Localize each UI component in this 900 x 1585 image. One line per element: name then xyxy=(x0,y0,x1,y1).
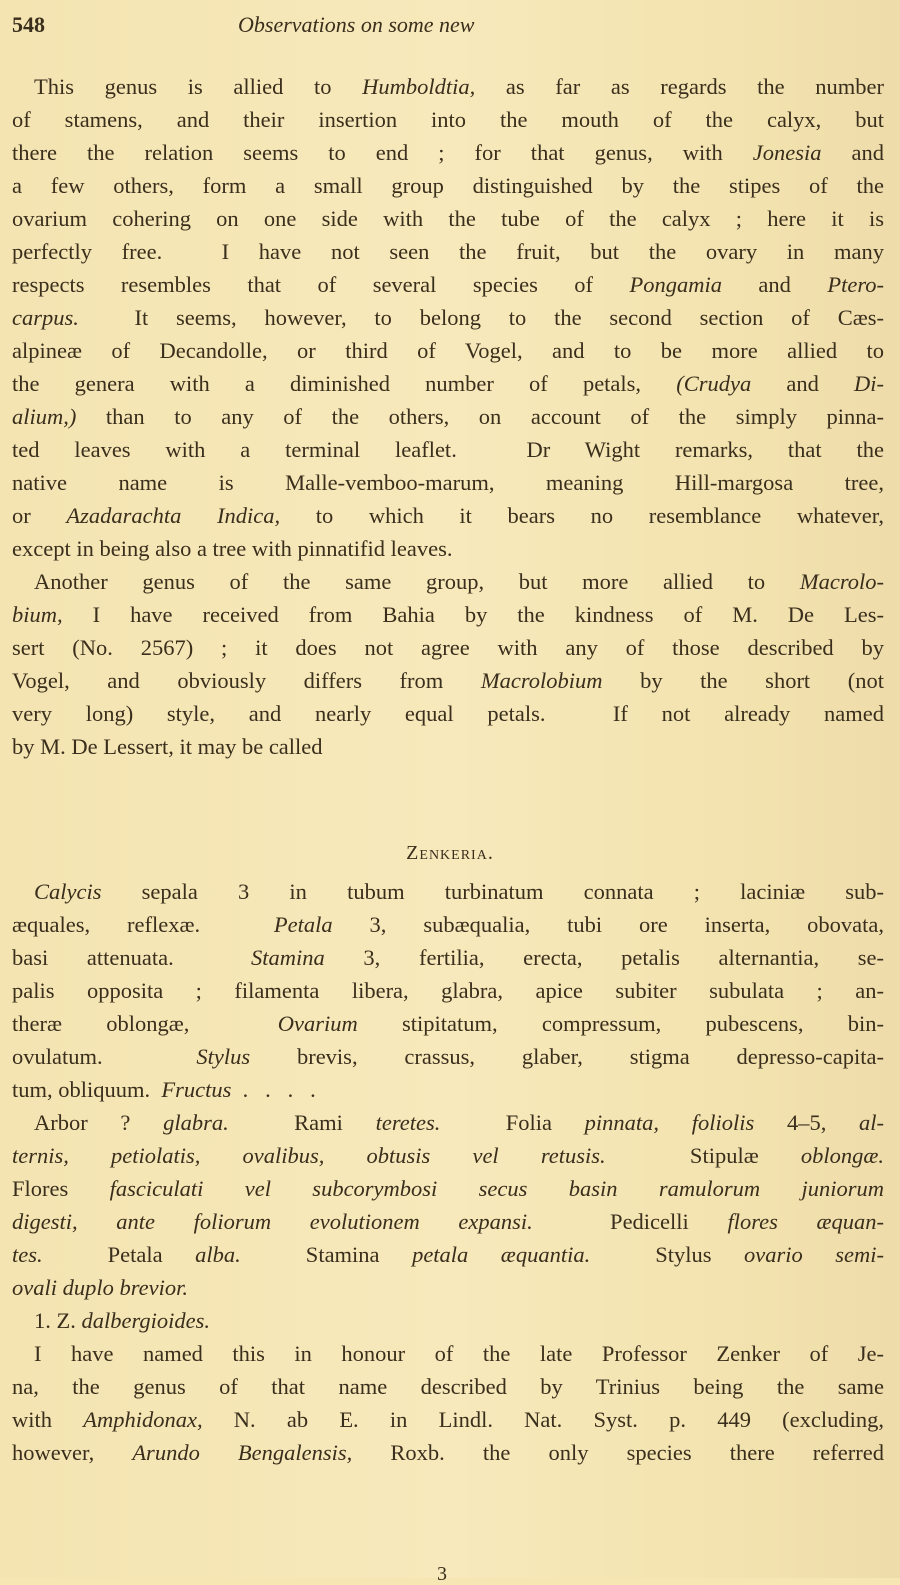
text-run: brevis, crassus, glaber, stigma depresso-capita- xyxy=(250,1044,884,1069)
italic-text-run: Ptero- xyxy=(827,272,884,297)
text-run: there the relation seems to end ; for that genus, with xyxy=(12,140,753,165)
text-run: sert (No. 2567) ; it does not agree with any of those described by xyxy=(12,635,884,660)
text-line xyxy=(12,1403,884,1436)
italic-text-run: fasciculati vel subcorymbosi secus basin ramulorum juniorum xyxy=(109,1176,885,1201)
text-line xyxy=(12,1172,884,1205)
text-line xyxy=(12,136,884,169)
text-run: basi attenuata. xyxy=(12,945,252,970)
text-run: Roxb. the only species there referred xyxy=(352,1440,884,1465)
text-run: Stipulæ xyxy=(605,1143,801,1168)
text-run: Arbor ? xyxy=(34,1110,164,1135)
text-run: the genera with a diminished number of petals, xyxy=(12,371,677,396)
text-line xyxy=(12,1139,884,1172)
text-run: Pedicelli xyxy=(532,1209,728,1234)
text-line xyxy=(12,1271,884,1304)
italic-text-run: ternis, petiolatis, ovalibus, obtusis vel retusis. xyxy=(12,1143,606,1168)
italic-text-run: Calycis xyxy=(34,879,102,904)
text-line xyxy=(34,565,884,598)
text-line xyxy=(34,1337,884,1370)
italic-text-run: Stamina xyxy=(251,945,325,970)
text-run: ovulatum. xyxy=(12,1044,197,1069)
text-run: N. ab E. in Lindl. Nat. Syst. p. 449 (excluding, xyxy=(202,1407,884,1432)
italic-text-run: Stylus xyxy=(196,1044,251,1069)
text-line xyxy=(12,367,884,400)
text-line xyxy=(12,169,884,202)
text-run: I have received from Bahia by the kindness of M. De Les- xyxy=(62,602,884,627)
text-run: respects resembles that of several species of xyxy=(12,272,630,297)
text-line xyxy=(12,1007,884,1040)
italic-text-run: teretes. xyxy=(375,1110,441,1135)
text-line xyxy=(12,235,884,268)
italic-text-run: alium,) xyxy=(12,404,77,429)
italic-text-run: Pongamia xyxy=(629,272,722,297)
text-line xyxy=(12,532,884,565)
text-run: palis opposita ; filamenta libera, glabra, apice subiter subulata ; an- xyxy=(12,978,884,1003)
text-run: a few others, form a small group distinguished by the stipes of the xyxy=(12,173,884,198)
page-number: 548 xyxy=(12,12,45,37)
text-line xyxy=(12,1040,884,1073)
text-run: than to any of the others, on account of the simply pinna- xyxy=(76,404,884,429)
text-run: . . . . xyxy=(231,1077,316,1102)
text-run: Stylus xyxy=(590,1242,745,1267)
italic-text-run: flores æquan- xyxy=(727,1209,884,1234)
text-line xyxy=(34,1106,884,1139)
text-run: Another genus of the same group, but more allied to xyxy=(34,569,800,594)
text-run: 3, subæqualia, tubi ore inserta, obovata, xyxy=(332,912,884,937)
text-run: 4–5, xyxy=(754,1110,860,1135)
text-run: tum, obliquum. xyxy=(12,1077,162,1102)
text-line xyxy=(12,334,884,367)
text-run: Folia xyxy=(440,1110,585,1135)
text-line xyxy=(12,301,884,334)
text-run: Petala xyxy=(42,1242,196,1267)
italic-text-run: bium, xyxy=(12,602,63,627)
text-run: native name is Malle-vemboo-marum, meaning Hill-margosa tree, xyxy=(12,470,884,495)
text-line xyxy=(12,664,884,697)
text-line xyxy=(12,202,884,235)
text-run: with xyxy=(12,1407,84,1432)
text-run: Flores xyxy=(12,1176,110,1201)
text-line xyxy=(12,1073,884,1106)
text-line xyxy=(34,1304,884,1337)
text-line xyxy=(12,631,884,664)
italic-text-run: Macrolo- xyxy=(799,569,884,594)
text-run: by M. De Lessert, it may be called xyxy=(12,734,323,759)
italic-text-run: Humboldtia, xyxy=(362,74,476,99)
text-line xyxy=(12,268,884,301)
text-run: and xyxy=(721,272,828,297)
text-run: æquales, reflexæ. xyxy=(12,912,274,937)
text-line xyxy=(12,730,884,763)
italic-text-run: Di- xyxy=(854,371,884,396)
running-title: Observations on some new xyxy=(238,12,475,37)
italic-text-run: Arundo Bengalensis, xyxy=(132,1440,353,1465)
text-run: This genus is allied to xyxy=(34,74,363,99)
text-run: Vogel, and obviously differs from xyxy=(12,668,481,693)
italic-text-run: digesti, ante foliorum evolutionem expansi. xyxy=(12,1209,533,1234)
text-line xyxy=(12,1205,884,1238)
text-run: except in being also a tree with pinnatifid leaves. xyxy=(12,536,453,561)
text-run: however, xyxy=(12,1440,133,1465)
text-run: perfectly free. I have not seen the fruit, but the ovary in many xyxy=(12,239,884,264)
text-run: as far as regards the number xyxy=(475,74,884,99)
italic-text-run: Ovarium xyxy=(277,1011,358,1036)
italic-text-run: tes. xyxy=(12,1242,43,1267)
text-run: It seems, however, to belong to the second section of Cæs- xyxy=(78,305,884,330)
italic-text-run: al- xyxy=(859,1110,885,1135)
text-run: of stamens, and their insertion into the mouth of the calyx, but xyxy=(12,107,884,132)
text-run: to which it bears no resemblance whatever, xyxy=(280,503,884,528)
text-line xyxy=(12,466,884,499)
signature-mark: 3 xyxy=(437,1563,447,1585)
text-run: na, the genus of that name described by Trinius being the same xyxy=(12,1374,884,1399)
italic-text-run: glabra. xyxy=(163,1110,229,1135)
text-run: theræ oblongæ, xyxy=(12,1011,278,1036)
italic-text-run: dalbergioides. xyxy=(81,1308,211,1333)
italic-text-run: Fructus xyxy=(161,1077,232,1102)
italic-text-run: Jonesia xyxy=(752,140,822,165)
genus-heading: Zenkeria. xyxy=(406,842,494,864)
text-run: ted leaves with a terminal leaflet. Dr Wight remarks, that the xyxy=(12,437,884,462)
text-run: Stamina xyxy=(240,1242,413,1267)
text-line xyxy=(12,103,884,136)
text-line xyxy=(12,941,884,974)
italic-text-run: Macrolobium xyxy=(480,668,603,693)
text-run: and xyxy=(821,140,884,165)
italic-text-run: oblongæ. xyxy=(800,1143,884,1168)
italic-text-run: carpus. xyxy=(12,305,79,330)
text-run: or xyxy=(12,503,67,528)
italic-text-run: alba. xyxy=(195,1242,241,1267)
italic-text-run: pinnata, foliolis xyxy=(584,1110,755,1135)
text-line xyxy=(12,1238,884,1271)
text-line xyxy=(12,1370,884,1403)
text-run: I have named this in honour of the late Professor Zenker of Je- xyxy=(34,1341,884,1366)
text-run: Rami xyxy=(228,1110,376,1135)
italic-text-run: Petala xyxy=(273,912,333,937)
text-run: sepala 3 in tubum turbinatum connata ; laciniæ sub- xyxy=(101,879,884,904)
text-line xyxy=(12,400,884,433)
text-line xyxy=(12,697,884,730)
italic-text-run: Azadarachta Indica, xyxy=(66,503,281,528)
italic-text-run: (Crudya xyxy=(676,371,752,396)
text-line xyxy=(12,433,884,466)
text-run: by the short (not xyxy=(602,668,884,693)
italic-text-run: ovario semi- xyxy=(744,1242,885,1267)
text-run: stipitatum, compressum, pubescens, bin- xyxy=(357,1011,885,1036)
italic-text-run: Amphidonax, xyxy=(83,1407,203,1432)
text-line xyxy=(12,974,884,1007)
text-run: 3, fertilia, erecta, petalis alternantia, se- xyxy=(324,945,884,970)
text-run: ovarium cohering on one side with the tube of the calyx ; here it is xyxy=(12,206,884,231)
text-line xyxy=(12,1436,884,1469)
text-run: 1. Z. xyxy=(34,1308,82,1333)
text-line xyxy=(34,70,884,103)
text-line xyxy=(12,598,884,631)
text-run: very long) style, and nearly equal petals. If not already named xyxy=(12,701,884,726)
italic-text-run: ovali duplo brevior. xyxy=(12,1275,189,1300)
italic-text-run: petala æquantia. xyxy=(412,1242,591,1267)
text-line xyxy=(34,875,884,908)
text-line xyxy=(12,499,884,532)
text-run: and xyxy=(751,371,854,396)
text-line xyxy=(12,908,884,941)
text-run: alpineæ of Decandolle, or third of Vogel, and to be more allied to xyxy=(12,338,884,363)
